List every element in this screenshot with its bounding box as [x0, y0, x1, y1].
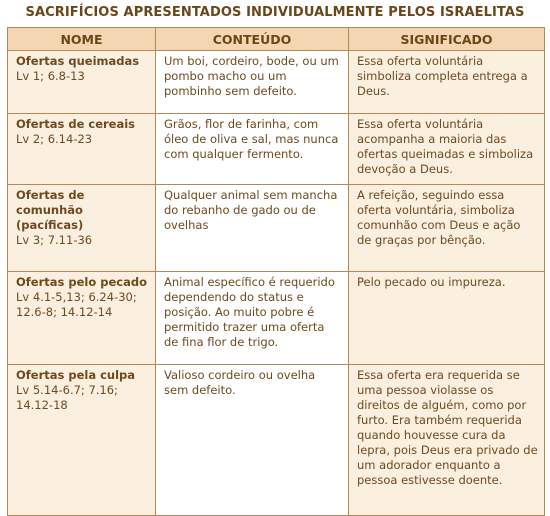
offering-name: Ofertas de cereais — [16, 117, 136, 131]
meaning-cell: Essa oferta era requerida se uma pessoa violasse os direitos de alguém, como por furto. Era também requerida quando houvesse cura da lepra, pois Deus era privado de um adorador enquanto a pessoa estivesse doente. — [349, 365, 545, 516]
table-row — [8, 51, 545, 114]
offering-name: Ofertas queimadas — [16, 54, 140, 68]
meaning-cell: A refeição, seguindo essa oferta voluntária, simboliza comunhão com Deus e ação de graças por bênção. — [349, 185, 545, 272]
content-cell: Grãos, flor de farinha, com óleo de oliva e sal, mas nunca com qualquer fermento. — [156, 114, 349, 185]
name-cell — [8, 365, 156, 516]
table-title: SACRIFÍCIOS APRESENTADOS INDIVIDUALMENTE PELOS ISRAELITAS — [25, 5, 525, 20]
name-cell — [8, 272, 156, 365]
content-cell: Qualquer animal sem mancha do rebanho de gado ou de ovelhas — [156, 185, 349, 272]
offering-name: Ofertas de comunhão (pacíficas) — [16, 188, 85, 232]
content-cell: Animal específico é requerido dependendo do status e posição. Ao muito pobre é permitido trazer uma oferta de fina flor de trigo. — [156, 272, 349, 365]
offering-reference: Lv 1; 6.8-13 — [16, 69, 85, 83]
name-cell — [8, 114, 156, 185]
offering-reference: Lv 3; 7.11-36 — [16, 233, 93, 247]
meaning-cell: Pelo pecado ou impureza. — [349, 272, 545, 365]
content-cell: Um boi, cordeiro, bode, ou um pombo macho ou um pombinho sem defeito. — [156, 51, 349, 114]
table-row — [8, 185, 545, 272]
name-cell — [8, 51, 156, 114]
offering-name: Ofertas pelo pecado — [16, 275, 147, 289]
name-cell — [8, 185, 156, 272]
meaning-cell: Essa oferta voluntária simboliza completa entrega a Deus. — [349, 51, 545, 114]
offering-name: Ofertas pela culpa — [16, 368, 136, 382]
content-cell: Valioso cordeiro ou ovelha sem defeito. — [156, 365, 349, 516]
meaning-cell: Essa oferta voluntária acompanha a maioria das ofertas queimadas e simboliza devoção a Deus. — [349, 114, 545, 185]
offering-reference: Lv 2; 6.14-23 — [16, 132, 93, 146]
table-row — [8, 114, 545, 185]
table-row — [8, 365, 545, 516]
header-conteudo: CONTEÚDO — [156, 28, 349, 51]
table-row — [8, 272, 545, 365]
offering-reference: Lv 5.14-6.7; 7.16; 14.12-18 — [16, 383, 118, 412]
header-row — [8, 28, 545, 51]
sacrifices-table — [7, 27, 545, 516]
header-significado: SIGNIFICADO — [349, 28, 545, 51]
header-nome: NOME — [8, 28, 156, 51]
offering-reference: Lv 4.1-5,13; 6.24-30; 12.6-8; 14.12-14 — [16, 290, 137, 319]
